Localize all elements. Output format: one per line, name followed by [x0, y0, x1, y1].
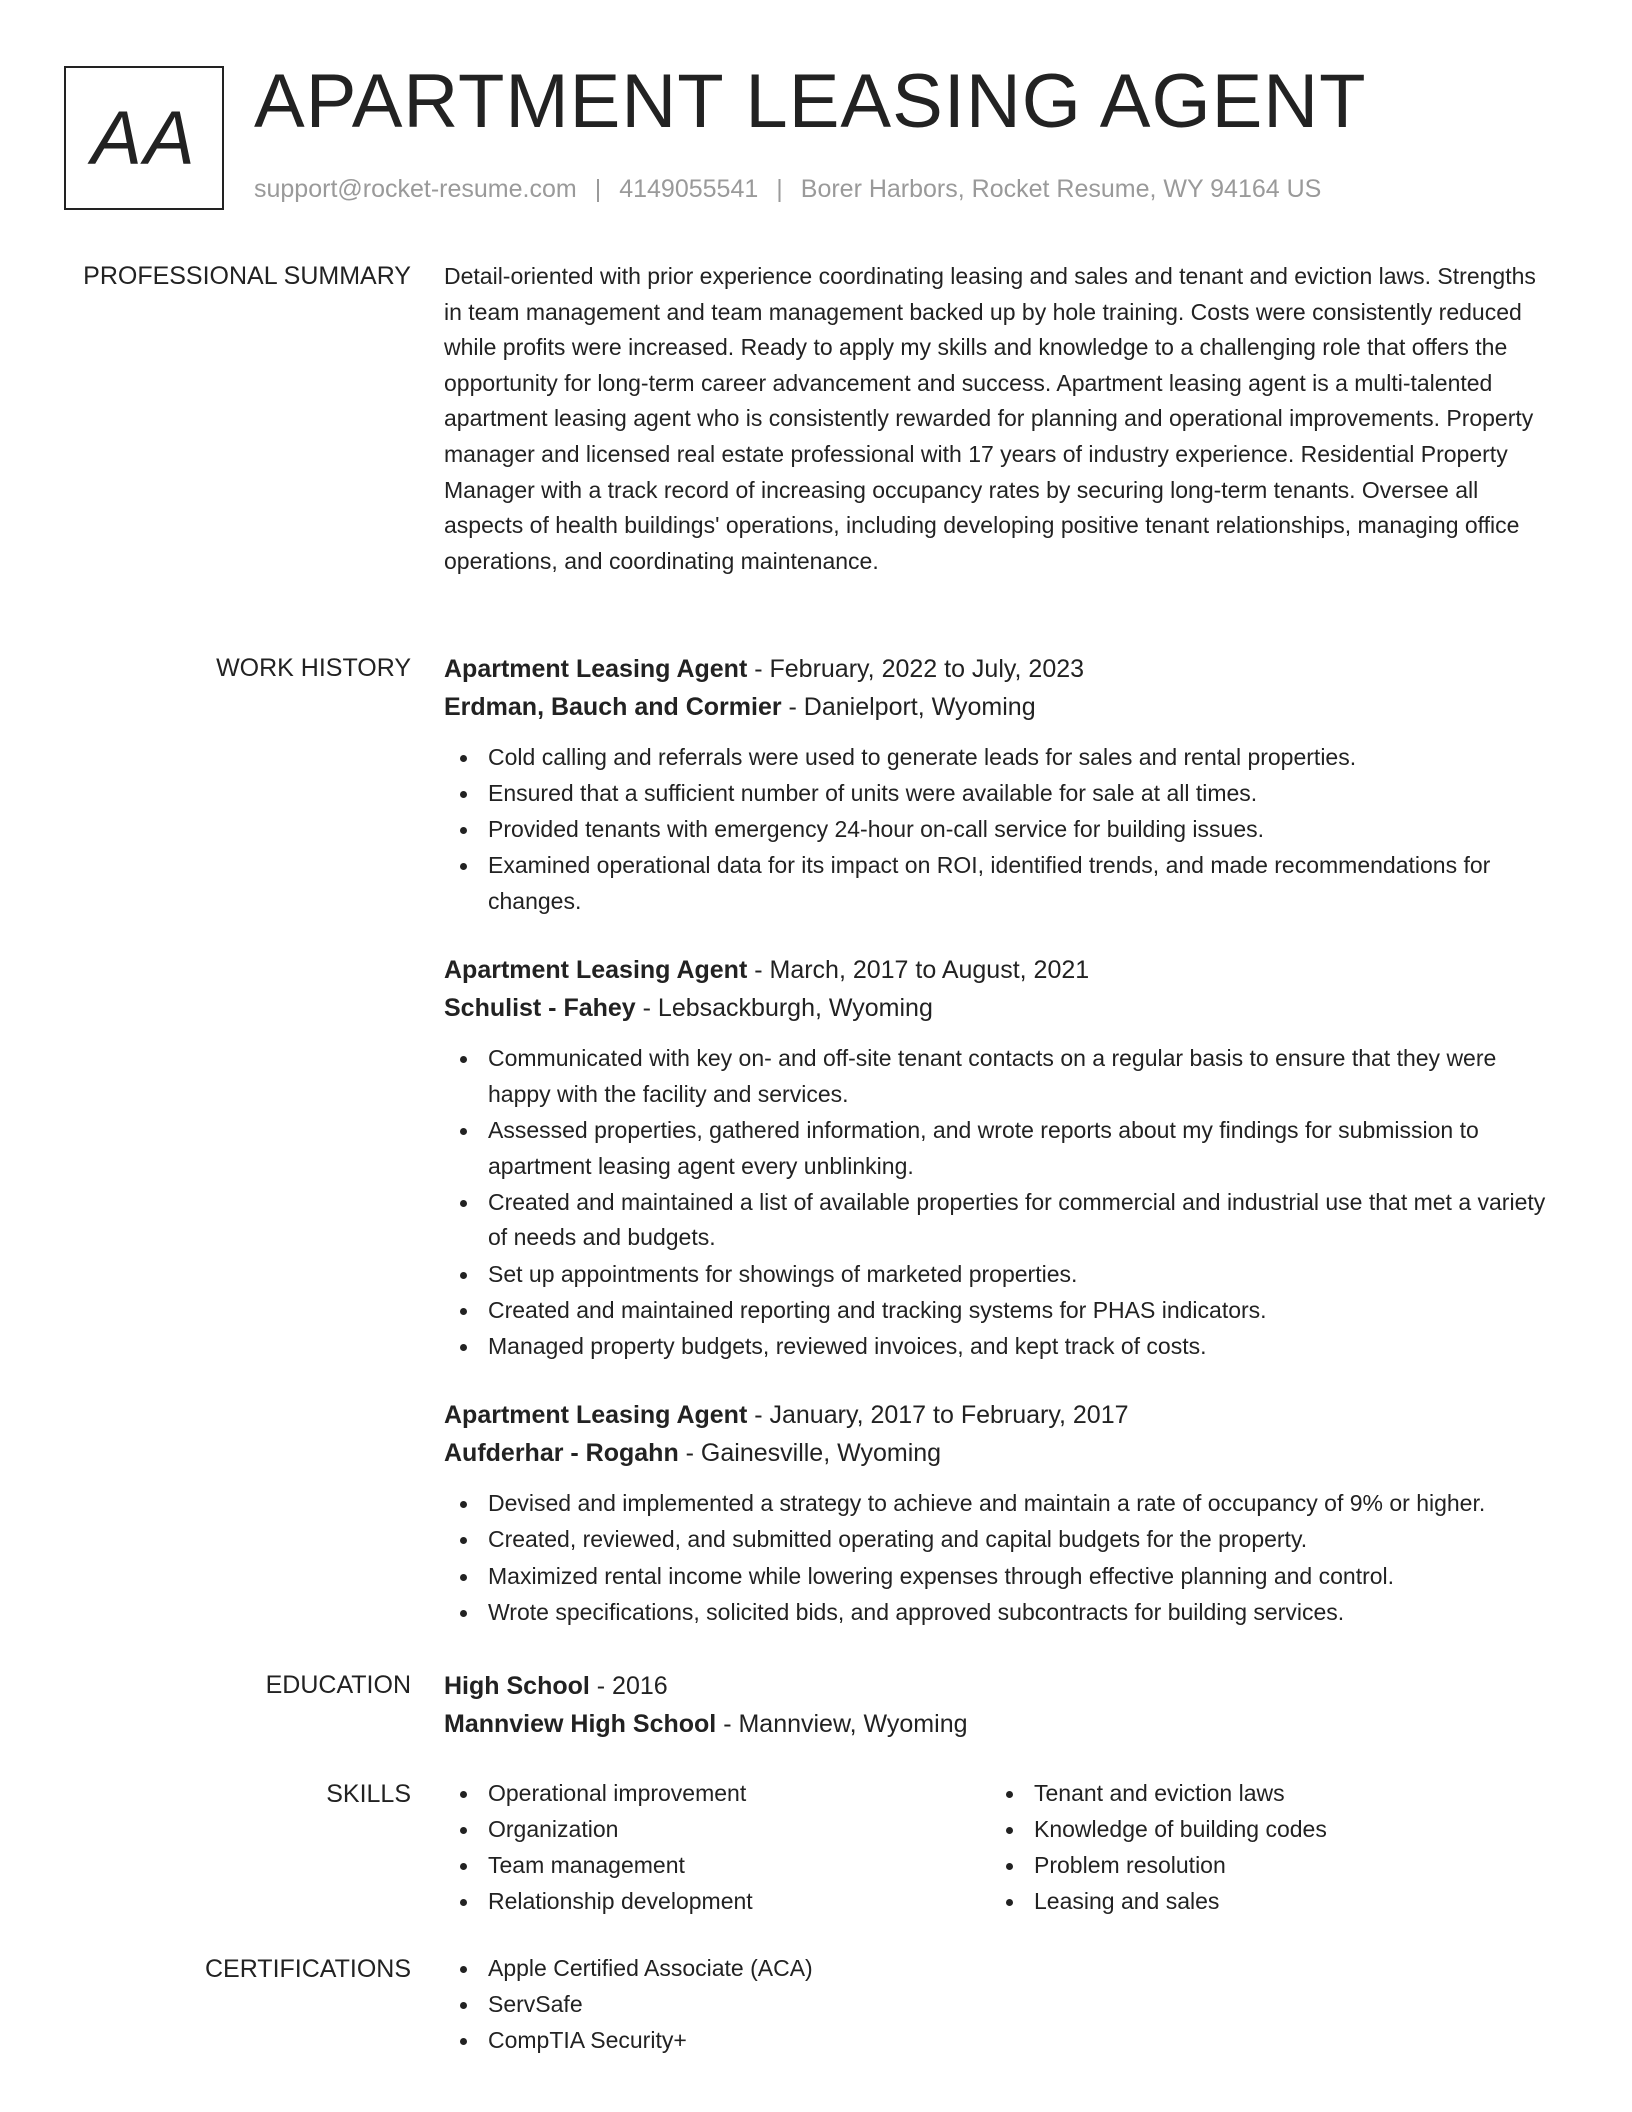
list-item: Created and maintained reporting and tracking systems for PHAS indicators. [488, 1293, 1552, 1329]
list-item: Communicated with key on- and off-site tenant contacts on a regular basis to ensure that they were happy with the facility and services. [488, 1041, 1552, 1112]
list-item: Managed property budgets, reviewed invoices, and kept track of costs. [488, 1329, 1552, 1365]
list-item: Examined operational data for its impact on ROI, identified trends, and made recommendations for changes. [488, 848, 1552, 919]
summary-heading: PROFESSIONAL SUMMARY [83, 262, 411, 290]
work-history-body [444, 650, 1552, 1631]
job-role: Apartment Leasing Agent [444, 1401, 748, 1430]
job-title-line [444, 650, 1552, 688]
list-item: ServSafe [488, 1987, 1552, 2023]
job-dates: - March, 2017 to August, 2021 [747, 956, 1090, 985]
job-company: Aufderhar - Rogahn [444, 1439, 679, 1468]
job-location: - Lebsackburgh, Wyoming [635, 994, 933, 1023]
list-item: Devised and implemented a strategy to achieve and maintain a rate of occupancy of 9% or higher. [488, 1486, 1552, 1522]
contact-separator: | [776, 175, 783, 203]
certifications-body [444, 1951, 1552, 2059]
list-item: Created and maintained a list of available properties for commercial and industrial use that met a variety of needs and budgets. [488, 1185, 1552, 1256]
job-entry [444, 650, 1552, 919]
education-heading: EDUCATION [265, 1671, 411, 1699]
list-item: Created, reviewed, and submitted operating and capital budgets for the property. [488, 1522, 1552, 1558]
skills-list [444, 1776, 990, 1920]
job-dates: - February, 2022 to July, 2023 [747, 655, 1085, 683]
job-location: - Danielport, Wyoming [781, 693, 1036, 721]
education-school-line [444, 1705, 1552, 1743]
list-item: Organization [488, 1812, 990, 1848]
summary-text: Detail-oriented with prior experience coordinating leasing and sales and tenant and eviction laws. Strengths in team management and team management backed up by hole training. Costs were consistently reduced while profits were increased. Ready to apply my skills and knowledge to a challenging role that offers the opportunity for long-term career advancement and success. Apartment leasing agent is a multi-talented apartment leasing agent who is consistently rewarded for planning and operational improvements. Property manager and licensed real estate professional with 17 years of industry experience. Residential Property Manager with a track record of increasing occupancy rates by securing long-term tenants. Oversee all aspects of health buildings' operations, including developing positive tenant relationships, managing office operations, and coordinating maintenance. [444, 263, 1536, 574]
list-item: Cold calling and referrals were used to generate leads for sales and rental properties. [488, 740, 1552, 776]
job-bullets [444, 1486, 1552, 1630]
monogram-box [64, 66, 224, 210]
resume-title: APARTMENT LEASING AGENT [254, 59, 1367, 144]
contact-address: Borer Harbors, Rocket Resume, WY 94164 US [800, 175, 1322, 203]
education-degree-line [444, 1667, 1552, 1705]
list-item: Assessed properties, gathered information, and wrote reports about my findings for submission to apartment leasing agent every unblinking. [488, 1113, 1552, 1184]
skills-body [444, 1776, 1552, 1920]
job-role: Apartment Leasing Agent [444, 956, 748, 985]
job-company-line [444, 688, 1552, 726]
skills-columns [444, 1776, 1552, 1920]
list-item: Provided tenants with emergency 24-hour on-call service for building issues. [488, 812, 1552, 848]
certifications-heading: CERTIFICATIONS [204, 1955, 411, 1983]
contact-separator: | [594, 175, 602, 203]
education-school: Mannview High School [444, 1710, 717, 1738]
job-title-line [444, 951, 1552, 989]
job-title-line [444, 1396, 1552, 1434]
skills-column-2 [990, 1776, 1327, 1920]
list-item: Team management [488, 1848, 990, 1884]
list-item: Leasing and sales [1034, 1884, 1327, 1920]
job-dates: - January, 2017 to February, 2017 [747, 1401, 1129, 1430]
education-degree: High School [444, 1672, 590, 1700]
monogram-initials: AA [91, 95, 197, 181]
job-entry [444, 1396, 1552, 1630]
list-item: Relationship development [488, 1884, 990, 1920]
job-role: Apartment Leasing Agent [444, 655, 748, 683]
job-company-line [444, 989, 1552, 1027]
skills-heading: SKILLS [326, 1780, 411, 1808]
job-bullets [444, 1041, 1552, 1364]
list-item: Apple Certified Associate (ACA) [488, 1951, 1552, 1987]
skills-list [990, 1776, 1327, 1920]
list-item: Problem resolution [1034, 1848, 1327, 1884]
contact-line [254, 172, 1321, 206]
work-history-heading: WORK HISTORY [216, 654, 411, 682]
contact-phone: 4149055541 [619, 175, 759, 203]
job-company: Erdman, Bauch and Cormier [444, 693, 782, 721]
list-item: Tenant and eviction laws [1034, 1776, 1327, 1812]
list-item: Knowledge of building codes [1034, 1812, 1327, 1848]
list-item: Maximized rental income while lowering expenses through effective planning and control. [488, 1559, 1552, 1595]
job-company: Schulist - Fahey [444, 994, 636, 1023]
list-item: Wrote specifications, solicited bids, and approved subcontracts for building services. [488, 1595, 1552, 1631]
job-bullets [444, 740, 1552, 919]
contact-email: support@rocket-resume.com [254, 175, 577, 203]
certifications-list [444, 1951, 1552, 2059]
skills-column-1 [444, 1776, 990, 1920]
job-location: - Gainesville, Wyoming [678, 1439, 942, 1468]
list-item: Ensured that a sufficient number of units were available for sale at all times. [488, 776, 1552, 812]
education-body [444, 1667, 1552, 1743]
education-location: - Mannview, Wyoming [716, 1710, 968, 1738]
list-item: Set up appointments for showings of marketed properties. [488, 1257, 1552, 1293]
list-item: Operational improvement [488, 1776, 990, 1812]
list-item: CompTIA Security+ [488, 2023, 1552, 2059]
education-year: - 2016 [589, 1672, 668, 1700]
job-entry [444, 951, 1552, 1364]
job-company-line [444, 1434, 1552, 1472]
